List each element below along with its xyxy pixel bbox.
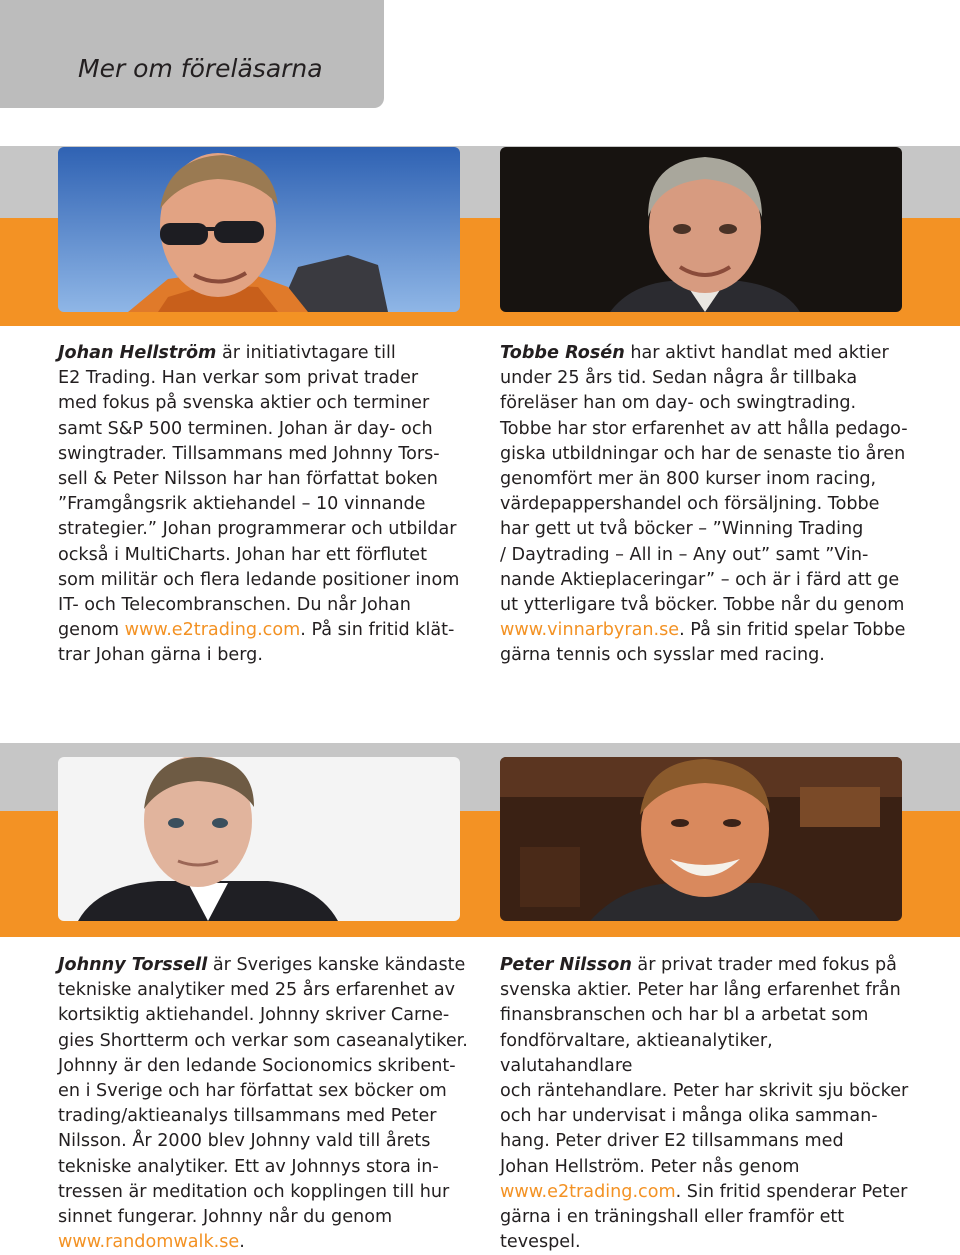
- johnny-torssell-photo: [58, 757, 460, 921]
- bio-text: är initiativtagare till: [216, 343, 396, 363]
- bio-text: E2 Trading. Han verkar som privat trader: [58, 368, 419, 389]
- bio-text: har aktivt handlat med aktier: [624, 343, 889, 363]
- speaker-bio-johan: [58, 341, 468, 669]
- speaker-bio-peter: [500, 953, 910, 1255]
- bio-text: trar Johan gärna i berg.: [58, 645, 263, 666]
- bio-text: genomfört mer än 800 kurser inom racing,: [500, 469, 877, 490]
- bio-text: .: [239, 1232, 245, 1253]
- bio-text: IT- och Telecombranschen. Du når Johan: [58, 595, 411, 616]
- bio-text: strategier.” Johan programmerar och utbildar: [58, 519, 457, 540]
- bio-text: föreläser han om day- och swingtrading.: [500, 393, 857, 414]
- title-tab: [0, 0, 384, 108]
- speaker-name: Johnny Torssell: [58, 955, 208, 975]
- bio-text: sinnet fungerar. Johnny når du genom: [58, 1207, 393, 1228]
- bio-text: är privat trader med fokus på: [631, 955, 897, 975]
- bio-text: giska utbildningar och har de senaste tio åren: [500, 443, 906, 464]
- website-link[interactable]: www.randomwalk.se: [58, 1232, 240, 1253]
- speaker-name: Peter Nilsson: [500, 955, 632, 975]
- bio-text: gärna i en träningshall eller framför ett: [500, 1207, 845, 1228]
- bio-text: Nilsson. År 2000 blev Johnny vald till årets: [58, 1131, 431, 1152]
- bio-text: tevespel.: [500, 1232, 581, 1253]
- speaker-bio-tobbe: [500, 341, 910, 669]
- bio-text: kortsiktig aktiehandel. Johnny skriver Carne-: [58, 1005, 450, 1026]
- bio-text: . På sin fritid spelar Tobbe: [679, 620, 906, 641]
- bio-text: ut ytterligare två böcker. Tobbe når du genom: [500, 595, 905, 616]
- bio-text: swingtrader. Tillsammans med Johnny Tors-: [58, 443, 440, 464]
- bio-text: en i Sverige och har författat sex böcker om: [58, 1081, 447, 1102]
- bio-text: fondförvaltare, aktieanalytiker, valutahandlare: [500, 1030, 773, 1076]
- bio-text: svenska aktier. Peter har lång erfarenhet från: [500, 980, 901, 1001]
- bio-text: hang. Peter driver E2 tillsammans med: [500, 1131, 844, 1152]
- johan-hellstrom-photo: [58, 147, 460, 312]
- speaker-bio-johnny: [58, 953, 468, 1255]
- speaker-name: Tobbe Rosén: [500, 343, 625, 363]
- bio-text: nande Aktieplaceringar” – och är i färd att ge: [500, 569, 900, 590]
- peter-nilsson-photo: [500, 757, 902, 921]
- bio-text: trading/aktieanalys tillsammans med Peter: [58, 1106, 437, 1127]
- bio-text: ”Framgångsrik aktiehandel – 10 vinnande: [58, 494, 426, 515]
- bio-text: och räntehandlare. Peter har skrivit sju böcker: [500, 1081, 909, 1102]
- bio-text: samt S&P 500 terminen. Johan är day- och: [58, 418, 433, 439]
- bio-text: värdepappershandel och försäljning. Tobbe: [500, 494, 880, 515]
- page-title: Mer om föreläsarna: [78, 54, 323, 83]
- bio-text: under 25 års tid. Sedan några år tillbaka: [500, 368, 858, 389]
- tobbe-rosen-photo: [500, 147, 902, 312]
- speaker-name: Johan Hellström: [58, 343, 217, 363]
- bio-text: finansbranschen och har bl a arbetat som: [500, 1005, 869, 1026]
- bio-text: med fokus på svenska aktier och terminer: [58, 393, 430, 414]
- website-link[interactable]: www.vinnarbyran.se: [500, 620, 680, 641]
- bio-text: tekniske analytiker. Ett av Johnnys stora in-: [58, 1156, 439, 1177]
- bio-text: tekniske analytiker med 25 års erfarenhet av: [58, 980, 456, 1001]
- bio-text: Johan Hellström. Peter nås genom: [500, 1156, 800, 1177]
- website-link[interactable]: www.e2trading.com: [500, 1181, 676, 1202]
- bio-text: också i MultiCharts. Johan har ett förflutet: [58, 544, 427, 565]
- bio-text: har gett ut två böcker – ”Winning Trading: [500, 519, 864, 540]
- website-link[interactable]: www.e2trading.com: [124, 620, 301, 641]
- bio-text: . Sin fritid spenderar Peter: [675, 1181, 908, 1202]
- bio-text: . På sin fritid klät-: [300, 620, 455, 641]
- bio-text: gärna tennis och sysslar med racing.: [500, 645, 825, 666]
- bio-text: som militär och flera ledande positioner inom: [58, 569, 460, 590]
- bio-text: genom: [58, 620, 125, 641]
- bio-text: Johnny är den ledande Socionomics skribent-: [58, 1055, 456, 1076]
- bio-text: gies Shortterm och verkar som caseanalytiker.: [58, 1030, 468, 1051]
- bio-text: Tobbe har stor erfarenhet av att hålla pedago-: [500, 418, 908, 439]
- bio-text: sell & Peter Nilsson har han författat boken: [58, 469, 438, 490]
- bio-text: är Sveriges kanske kändaste: [207, 955, 466, 975]
- bio-text: / Daytrading – All in – Any out” samt ”Vin-: [500, 544, 869, 565]
- bio-text: och har undervisat i många olika samman-: [500, 1106, 878, 1127]
- bio-text: tressen är meditation och kopplingen till hur: [58, 1181, 450, 1202]
